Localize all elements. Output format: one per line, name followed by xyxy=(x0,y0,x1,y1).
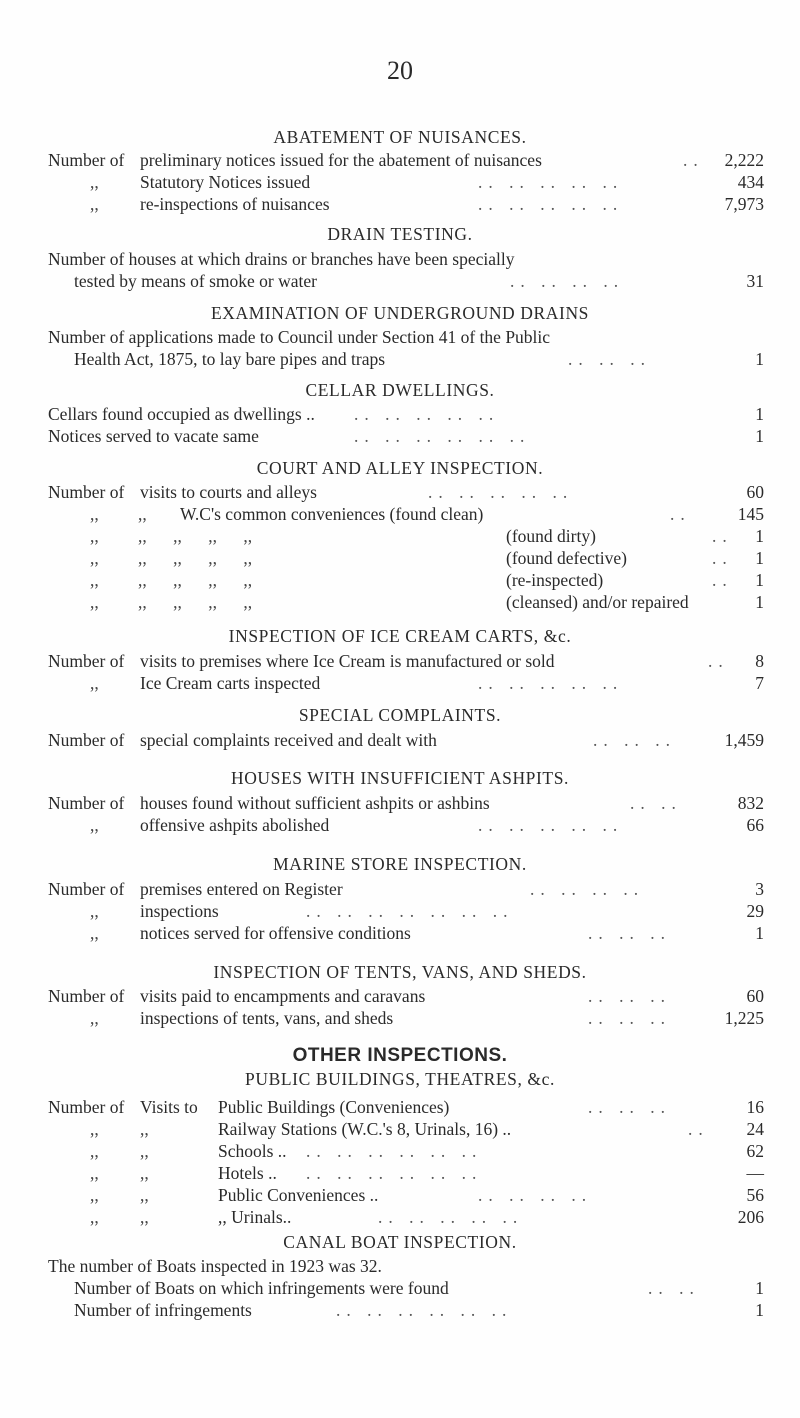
document-page: 20 ABATEMENT OF NUISANCES. Number of preliminary notices issued for the abatement of nuisances .. 2,222 ,, Statutory Notices issued .. .. .. .. .. 434 ,, re-inspections of nuisances .. .. .. .. .. 7,973 DRAIN TESTING. Number of houses at which drains or branches have been specially tested by means of smoke or water .. .. .. .. 31 EXAMINATION OF UNDERGROUND DRAINS Number of applications made to Council under Section 41 of the Public Health Act, 1875, to lay bare pipes and traps .. .. .. 1 CELLAR DWELLINGS. Cellars found occupied as dwellings .. .. .. .. .. .. 1 Notices served to vacate same .. .. .. .. .. .. 1 COURT AND ALLEY INSPECTION. Number of visits to courts and alleys .. .. .. .. .. 60 ,, ,, W.C's common conveniences (found clean) .. 145 ,, ,, ,, ,, ,, (found dirty) .. 1 ,, ,, ,, ,, ,, (found defective) .. 1 ,, ,, ,, ,, ,, (re-inspected) .. 1 ,, ,, ,, ,, ,, (cleansed) and/or repaired 1 INSPECTION OF ICE CREAM CARTS, &c. Number of visits to premises where Ice Cream is manufactured or sold .. 8 ,, Ice Cream carts inspected .. .. .. .. .. 7 SPECIAL COMPLAINTS. Number of special complaints received and dealt with .. .. .. 1,459 HOUSES WITH INSUFFICIENT ASHPITS. Number of houses found without sufficient ashpits or ashbins .. .. 832 ,, offensive ashpits abolished .. .. .. .. .. 66 MARINE STORE INSPECTION. Number of premises entered on Register .. .. .. .. 3 ,, inspections .. .. .. .. .. .. .. 29 ,, notices served for offensive conditions .. .. .. 1 INSPECTION OF TENTS, VANS, AND SHEDS. Number of visits paid to encampments and caravans .. .. .. 60 ,, inspections of tents, vans, and sheds .. .. .. 1,225 OTHER INSPECTIONS. PUBLIC BUILDINGS, THEATRES, &c. Number of Visits to Public Buildings (Conveniences) .. .. .. 16 ,, ,, Railway Stations (W.C.'s 8, Urinals, 16) .. .. 24 ,, ,, Schools .. .. .. .. .. .. .. 62 ,, ,, Hotels .. .. .. .. .. .. .. — ,, ,, Public Conveniences .. .. .. .. .. 56 ,, ,, ,, Urinals.. .. .. .. .. .. 206 CANAL BOAT INSPECTION. The number of Boats inspected in 1923 was 32. Number of Boats on which infringements were found .. .. 1 Number of infringements .. .. .. .. .. .. 1 xyxy=(0,0,800,1418)
heading-special-complaints: SPECIAL COMPLAINTS. xyxy=(298,705,502,725)
page-number: 20 xyxy=(387,56,413,85)
heading-drain-testing: DRAIN TESTING. xyxy=(327,224,473,244)
heading-marine-store: MARINE STORE INSPECTION. xyxy=(273,854,527,874)
heading-cellar-dwellings: CELLAR DWELLINGS. xyxy=(305,380,495,400)
subheading-public-buildings: PUBLIC BUILDINGS, THEATRES, &c. xyxy=(245,1069,555,1089)
heading-abatement: ABATEMENT OF NUISANCES. xyxy=(273,127,527,147)
heading-other-inspections: OTHER INSPECTIONS. xyxy=(292,1045,508,1066)
heading-underground-drains: EXAMINATION OF UNDERGROUND DRAINS xyxy=(210,303,590,323)
heading-canal-boat: CANAL BOAT INSPECTION. xyxy=(283,1232,517,1252)
heading-ashpits: HOUSES WITH INSUFFICIENT ASHPITS. xyxy=(230,768,570,788)
heading-court-alley: COURT AND ALLEY INSPECTION. xyxy=(256,458,544,478)
heading-tents-vans-sheds: INSPECTION OF TENTS, VANS, AND SHEDS. xyxy=(213,962,587,982)
heading-ice-cream: INSPECTION OF ICE CREAM CARTS, &c. xyxy=(228,626,572,646)
